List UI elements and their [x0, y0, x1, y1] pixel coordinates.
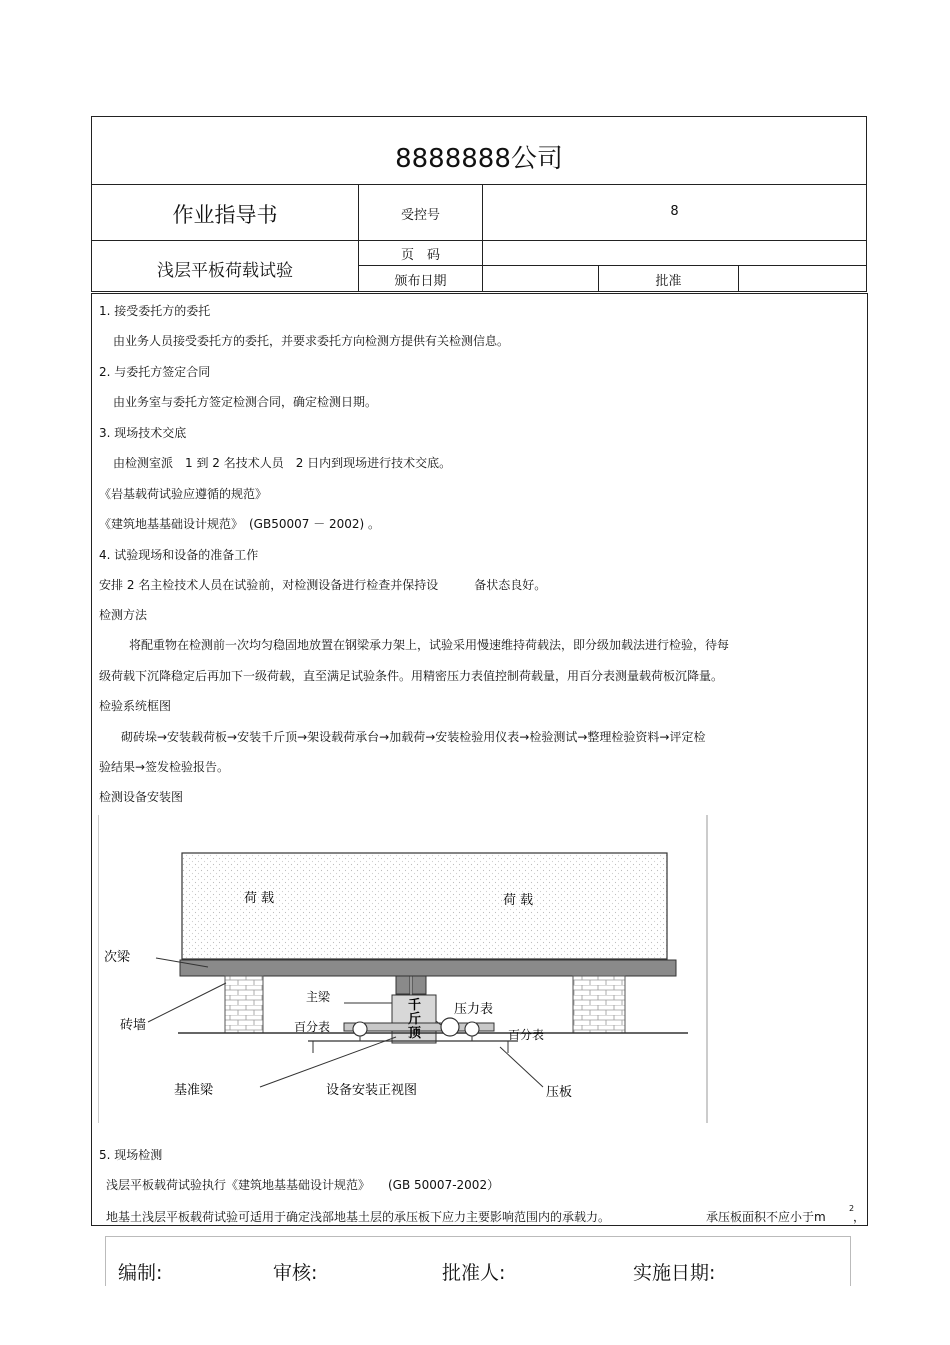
label-secondary-beam: 次梁: [104, 950, 131, 965]
s1-text: 由业务人员接受委托方的委托，并要求委托方向检测方提供有关检测信息。: [113, 334, 510, 348]
header-top-border: [91, 116, 867, 117]
footer-left-border: [105, 1236, 106, 1286]
label-load-right: 荷 载: [503, 893, 534, 908]
header-bottom-border: [91, 291, 867, 292]
header-col-divider-2: [482, 184, 483, 292]
label-jack-3: 顶: [408, 1026, 422, 1041]
footer-impl-date: 实施日期:: [633, 1262, 716, 1284]
brick-wall-right: [573, 976, 625, 1033]
doc-title: 浅层平板荷载试验: [157, 261, 293, 281]
flow-line-1: 砌砖垛→安装载荷板→安装千斤顶→架设载荷承台→加载荷→安装检验用仪表→检验测试→整理检验资料→评定检: [121, 730, 706, 744]
s2-text: 由业务室与委托方签定检测合同，确定检测日期。: [113, 395, 378, 409]
footer-right-border: [850, 1236, 851, 1286]
page-label: 页 码: [400, 248, 440, 263]
s4-title: 4. 试验现场和设备的准备工作: [99, 548, 259, 562]
footer-reviewed: 审核:: [273, 1262, 318, 1284]
label-dial-left: 百分表: [294, 1020, 331, 1034]
main-beam-block-right: [412, 976, 426, 994]
method-line-1: 将配重物在检测前一次均匀稳固地放置在钢梁承力架上，试验采用慢速维持荷载法，即分级加载法进行检验，待每: [129, 638, 730, 652]
label-brick-wall: 砖墙: [120, 1018, 147, 1033]
s5-text-2: 地基土浅层平板载荷试验可适用于确定浅部地基土层的承压板下应力主要影响范围内的承载力。: [106, 1210, 611, 1224]
label-load-left: 荷 载: [244, 891, 275, 906]
installation-diagram: [98, 815, 708, 1125]
dial-gauge-left-icon: [353, 1022, 367, 1036]
label-jack-2: 斤: [408, 1012, 422, 1027]
s3-text: 由检测室派 1 到 2 名技术人员 2 日内到现场进行技术交底。: [113, 456, 452, 470]
pressure-gauge-icon: [441, 1018, 459, 1036]
label-jack-1: 千: [408, 998, 422, 1013]
label-datum-beam: 基准梁: [174, 1083, 214, 1098]
s5-title: 5. 现场检测: [99, 1148, 163, 1162]
method-title: 检测方法: [99, 608, 148, 622]
header-row1-divider: [91, 184, 867, 185]
footer-top-border: [105, 1236, 851, 1237]
install-title: 检测设备安装图: [99, 790, 184, 804]
flow-line-2: 验结果→签发检验报告。: [99, 760, 230, 774]
label-dial-right: 百分表: [508, 1028, 545, 1042]
leader-brick-wall: [148, 983, 226, 1022]
s1-title: 1. 接受委托方的委托: [99, 304, 211, 318]
method-line-2: 级荷载下沉降稳定后再加下一级荷载，直至满足试验条件。用精密压力表值控制荷载量，用百分表测量载荷板沉降量。: [99, 669, 724, 683]
leader-datum-beam: [260, 1037, 396, 1087]
label-plate: 压板: [546, 1085, 573, 1100]
header-col-divider-4: [738, 265, 739, 292]
s5-text-1: 浅层平板载荷试验执行《建筑地基基础设计规范》 (GB 50007-2002）: [106, 1178, 500, 1192]
footer-approver: 批准人:: [442, 1262, 506, 1284]
label-main-beam: 主梁: [306, 990, 331, 1004]
s5-superscript: 2: [849, 1204, 855, 1213]
main-beam-block-left: [396, 976, 410, 994]
s5-comma: ，: [853, 1210, 866, 1224]
s5-text-3: 承压板面积不应小于m: [706, 1210, 826, 1224]
control-no-value: 8: [670, 204, 679, 219]
reference-2: 《建筑地基基础设计规范》 (GB50007 － 2002) 。: [99, 517, 381, 531]
approve-label: 批准: [655, 274, 682, 289]
control-no-label: 受控号: [400, 208, 440, 223]
footer-compiled: 编制:: [118, 1262, 163, 1284]
header-row2-divider: [91, 240, 867, 241]
doc-type: 作业指导书: [172, 203, 278, 227]
reference-1: 《岩基载荷试验应遵循的规范》: [99, 487, 268, 501]
s4-text: 安排 2 名主检技术人员在试验前，对检测设备进行检查并保持设 备状态良好。: [99, 578, 547, 592]
label-pressure-gauge: 压力表: [454, 1002, 494, 1017]
dial-gauge-right-icon: [465, 1022, 479, 1036]
secondary-beam: [180, 960, 676, 976]
header-inner-divider: [358, 265, 867, 266]
company-name: 8888888公司: [395, 144, 563, 174]
load-block: [182, 853, 667, 959]
flow-title: 检验系统框图: [99, 699, 172, 713]
s2-title: 2. 与委托方签定合同: [99, 365, 211, 379]
leader-plate: [500, 1047, 543, 1087]
s3-title: 3. 现场技术交底: [99, 426, 187, 440]
brick-wall-left: [225, 976, 263, 1033]
issue-date-label: 颁布日期: [394, 274, 447, 289]
label-view-title: 设备安装正视图: [326, 1083, 418, 1098]
